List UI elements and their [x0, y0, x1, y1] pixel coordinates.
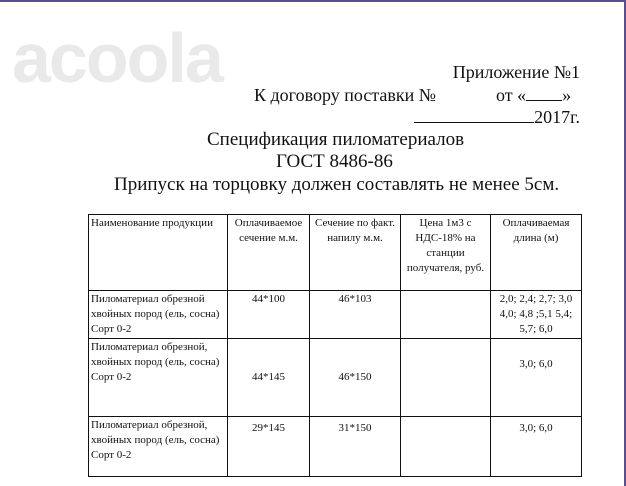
cell-price: [401, 339, 491, 417]
cell-name: Пиломатериал обрезной, хвойных пород (ель, сосна) Сорт 0-2: [89, 417, 228, 477]
header-actual-section: Сечение по факт. напилу м.м.: [310, 215, 401, 291]
table-row: [89, 291, 582, 339]
cell-actual-section: 31*150: [310, 417, 401, 477]
cell-actual-section: 46*103: [310, 291, 401, 339]
cell-length: 3,0; 6,0: [491, 417, 582, 477]
contract-prefix: К договору поставки №: [254, 85, 436, 105]
cell-price: [401, 291, 491, 339]
top-border-line: [0, 0, 626, 2]
cell-actual-section: 46*150: [310, 339, 401, 417]
cell-length: 2,0; 2,4; 2,7; 3,0 4,0; 4,8 ;5,1 5,4; 5,7; 6,0: [491, 291, 582, 339]
gost-title: ГОСТ 8486-86: [276, 151, 393, 172]
contract-from: от «: [495, 85, 527, 105]
specification-table: [88, 214, 582, 477]
year-blank: [414, 108, 534, 123]
contract-date-blank: [526, 86, 562, 101]
header-paid-section: Оплачиваемое сечение м.м.: [228, 215, 310, 291]
table-row: [89, 417, 582, 477]
contract-line: [254, 85, 571, 106]
cell-paid-section: 44*100: [228, 291, 310, 339]
cell-name: Пиломатериал обрезной хвойных пород (ель, сосна) Сорт 0-2: [89, 291, 228, 339]
cell-length: 3,0; 6,0: [491, 339, 582, 417]
table-header-row: [89, 215, 582, 291]
table-row: [89, 339, 582, 417]
cell-paid-section: 44*145: [228, 339, 310, 417]
year-line: [414, 107, 580, 128]
header-price: Цена 1м3 с НДС-18% на станции получателя, руб.: [401, 215, 491, 291]
contract-close: »: [562, 85, 572, 105]
trim-allowance-note: Припуск на торцовку должен составлять не менее 5см.: [114, 174, 560, 195]
watermark-logo: acoola: [12, 19, 222, 97]
cell-price: [401, 417, 491, 477]
header-paid-length: Оплачиваемая длина (м): [491, 215, 582, 291]
cell-name: Пиломатериал обрезной, хвойных пород (ель, сосна) Сорт 0-2: [89, 339, 228, 417]
appendix-label: Приложение №1: [452, 62, 580, 82]
cell-paid-section: 29*145: [228, 417, 310, 477]
year-label: 2017г.: [534, 107, 580, 127]
spec-title: Спецификация пиломатериалов: [207, 129, 465, 150]
header-product: Наименование продукции: [89, 215, 228, 291]
